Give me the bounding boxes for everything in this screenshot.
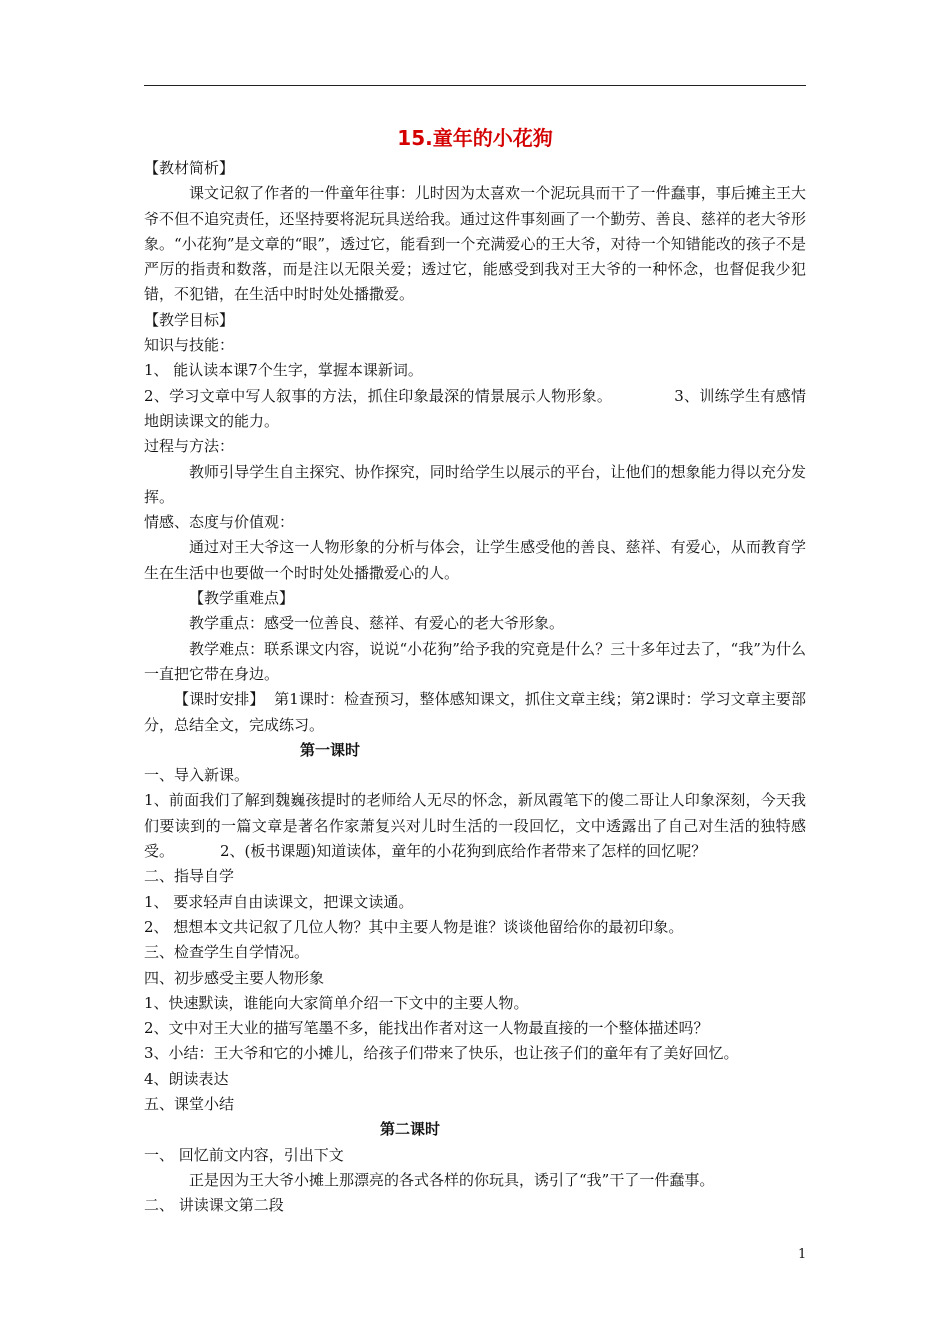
paragraph-key-point: 教学重点：感受一位善良、慈祥、有爱心的老大爷形象。: [189, 614, 565, 633]
subheading-process: 过程与方法：: [144, 437, 235, 456]
paragraph-process: 教师引导学生自主探究、协作探究，同时给学生以展示的平台，让他们的想象能力得以充分发挥。: [144, 462, 806, 506]
paragraph-emotion: 通过对王大爷这一人物形象的分析与体会，让学生感受他的善良、慈祥、有爱心，从而教育学生在生活中也要做一个时时处处播撒爱心的人。: [144, 538, 806, 582]
lesson2-item-1: 一、 回忆前文内容，引出下文: [144, 1145, 344, 1164]
subheading-knowledge: 知识与技能：: [144, 336, 235, 355]
subheading-emotion: 情感、态度与价值观：: [144, 513, 295, 532]
goal-item-1: 1、 能认读本课7个生字，掌握本课新词。: [144, 361, 423, 380]
document-body: [144, 122, 806, 1218]
goal-item-2: 2、学习文章中写人叙事的方法，抓住印象最深的情景展示人物形象。: [144, 386, 613, 405]
self-study-item-1: 1、 要求轻声自由读课文，把课文读通。: [144, 892, 414, 911]
schedule-text: 第1课时：检查预习，整体感知课文，抓住文章主线；第2课时：学习文章主要部分，总结全文，完成练习。: [144, 690, 806, 734]
page-number: 1: [798, 1247, 807, 1262]
character-item-3: 3、小结：王大爷和它的小摊儿，给孩子们带来了快乐，也让孩子们的童年有了美好回忆。: [144, 1044, 739, 1063]
heading-lesson-1: 第一课时: [300, 740, 361, 759]
section-summary-title: 五、课堂小结: [144, 1094, 235, 1113]
heading-teaching-goals: 【教学目标】: [144, 310, 235, 329]
section-character-title: 四、初步感受主要人物形象: [144, 968, 325, 987]
lesson2-item-1-text: 正是因为王大爷小摊上那漂亮的各式各样的你玩具，诱引了“我”干了一件蠢事。: [189, 1170, 715, 1189]
character-item-4: 4、朗读表达: [144, 1069, 229, 1088]
header-rule: [144, 85, 806, 86]
heading-textbook-analysis: 【教材简析】: [144, 159, 235, 177]
intro-item-2: 2、(板书课题)知道读体，童年的小花狗到底给作者带来了怎样的回忆呢？: [220, 842, 707, 861]
self-study-item-2: 2、 想想本文共记叙了几位人物？其中主要人物是谁？谈谈他留给你的最初印象。: [144, 917, 684, 936]
goal-item-3: 3、训练学生有感情地朗读课文的能力。: [144, 386, 807, 430]
character-item-2: 2、文中对王大业的描写笔墨不多，能找出作者对这一人物最直接的一个整体描述吗？: [144, 1019, 709, 1038]
paragraph-textbook-analysis: 课文记叙了作者的一件童年往事：儿时因为太喜欢一个泥玩具而干了一件蠢事，事后摊主王大爷不但不追究责任，还坚持要将泥玩具送给我。通过这件事刻画了一个勤劳、善良、慈祥的老大爷形象。“小花狗”是文章的“眼”，透过它，能看到一个充满爱心的王大爷，对待一个知错能改的孩子不是严厉的指责和数落，而是注以无限关爱；透过它，能感受到我对王大爷的一种怀念，也督促我少犯错，不犯错，在生活中时时处处播撒爱。: [144, 184, 806, 304]
intro-item-1: 1、前面我们了解到魏巍孩提时的老师给人无尽的怀念，新凤霞笔下的傻二哥让人印象深刻，今天我们要读到的一篇文章是著名作家萧复兴对儿时生活的一段回忆，文中透露出了自己对生活的独特感受。: [144, 791, 806, 861]
paragraph-difficult-point: 教学难点：联系课文内容，说说“小花狗”给予我的究竟是什么？三十多年过去了，“我”为什么一直把它带在身边。: [144, 639, 806, 683]
section-check-title: 三、检查学生自学情况。: [144, 943, 310, 962]
section-intro-title: 一、导入新课。: [144, 766, 250, 785]
section-intro-text: [144, 788, 806, 864]
heading-lesson-2: 第二课时: [380, 1120, 441, 1139]
heading-key-difficult-points: 【教学重难点】: [189, 589, 295, 608]
goal-items-2-3: [144, 384, 806, 435]
character-item-1: 1、快速默读，谁能向大家简单介绍一下文中的主要人物。: [144, 993, 529, 1012]
section-self-study-title: 二、指导自学: [144, 867, 235, 886]
lesson2-item-2: 二、 讲读课文第二段: [144, 1196, 284, 1215]
paragraph-schedule: [144, 687, 806, 738]
schedule-label: 【课时安排】: [174, 690, 265, 709]
document-title: 15.童年的小花狗: [397, 126, 553, 150]
